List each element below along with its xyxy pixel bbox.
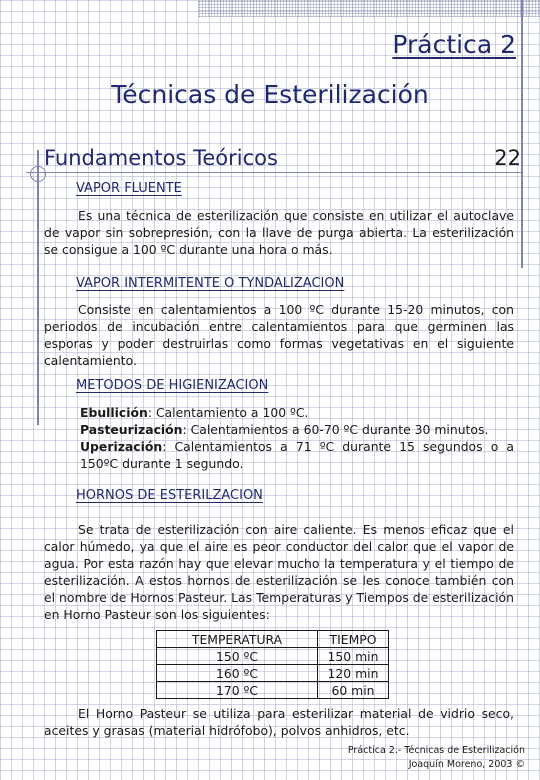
- definition-term: Ebullición: [80, 405, 148, 420]
- definition-desc: : Calentamiento a 100 ºC.: [147, 405, 309, 420]
- table-cell: 120 min: [318, 665, 389, 682]
- heading-hornos: HORNOS DE ESTERILZACION: [76, 488, 263, 503]
- decorative-right-rule: [521, 0, 523, 268]
- decorative-left-rule: [37, 150, 39, 425]
- page-title: Técnicas de Esterilización: [111, 80, 429, 109]
- practice-title: Práctica 2: [392, 30, 516, 59]
- definition-item: [80, 421, 514, 438]
- definition-item: [80, 438, 514, 472]
- column-header-tiempo: TIEMPO: [318, 631, 389, 648]
- definition-desc: : Calentamientos a 60-70 ºC durante 30 minutos.: [182, 422, 489, 437]
- table-header-row: [157, 631, 389, 648]
- definition-desc: : Calentamientos a 71 ºC durante 15 segundos o a 150ºC durante 1 segundo.: [80, 439, 514, 471]
- heading-vapor-fluente: VAPOR FLUENTE: [76, 181, 182, 196]
- definition-list: [80, 404, 514, 472]
- column-header-temperatura: TEMPERATURA: [157, 631, 318, 648]
- section-title: Fundamentos Teóricos: [44, 146, 278, 170]
- footer-line-2: Joaquín Moreno, 2003 ©: [408, 759, 525, 770]
- page-number: 22: [494, 146, 521, 170]
- table-cell: 170 ºC: [157, 682, 318, 699]
- decorative-top-rule: [26, 172, 522, 173]
- definition-item: [80, 404, 514, 421]
- heading-higienizacion: METODOS DE HIGIENIZACION: [76, 378, 269, 393]
- paragraph-horno-pasteur: El Horno Pasteur se utiliza para esterilizar material de vidrio seco, aceites y grasas (material hidrófobo), polvos anhidros, etc.: [44, 706, 514, 738]
- footer-line-1: Práctica 2.- Técnicas de Esterilización: [347, 745, 525, 756]
- table-cell: 150 min: [318, 648, 389, 665]
- table-cell: 150 ºC: [157, 648, 318, 665]
- paragraph-hornos: Se trata de esterilización con aire caliente. Es menos eficaz que el calor húmedo, ya que el aire es peor conductor del calor que el vapor de agua. Por esta razón hay que elevar mucho la temperatura y el tiempo de esterilización. A estos hornos de esterilización se les conoce también con el nombre de Hornos Pasteur. Las Temperaturas y Tiempos de esterilización en Horno Pasteur son los siguientes:: [44, 522, 514, 622]
- decorative-top-band: [198, 0, 540, 17]
- paragraph-vapor-fluente: Es una técnica de esterilización que consiste en utilizar el autoclave de vapor sin sobrepresión, con la llave de purga abierta. La esterilización se consigue a 100 ºC durante una hora o más.: [44, 208, 514, 257]
- heading-tyndalizacion: VAPOR INTERMITENTE O TYNDALIZACION: [76, 276, 345, 291]
- definition-term: Uperización: [80, 439, 163, 454]
- definition-term: Pasteurización: [80, 422, 183, 437]
- paragraph-tyndalizacion: Consiste en calentamientos a 100 ºC durante 15-20 minutos, con periodos de incubación entre calentamientos para que germinen las esporas y poder destruirlas como formas vegetativas en el siguiente calentamiento.: [44, 302, 514, 368]
- table-cell: 60 min: [318, 682, 389, 699]
- table-row: [157, 665, 389, 682]
- sterilization-table: [156, 630, 389, 699]
- footer: [348, 744, 525, 772]
- table-row: [157, 682, 389, 699]
- table-row: [157, 648, 389, 665]
- table-cell: 160 ºC: [157, 665, 318, 682]
